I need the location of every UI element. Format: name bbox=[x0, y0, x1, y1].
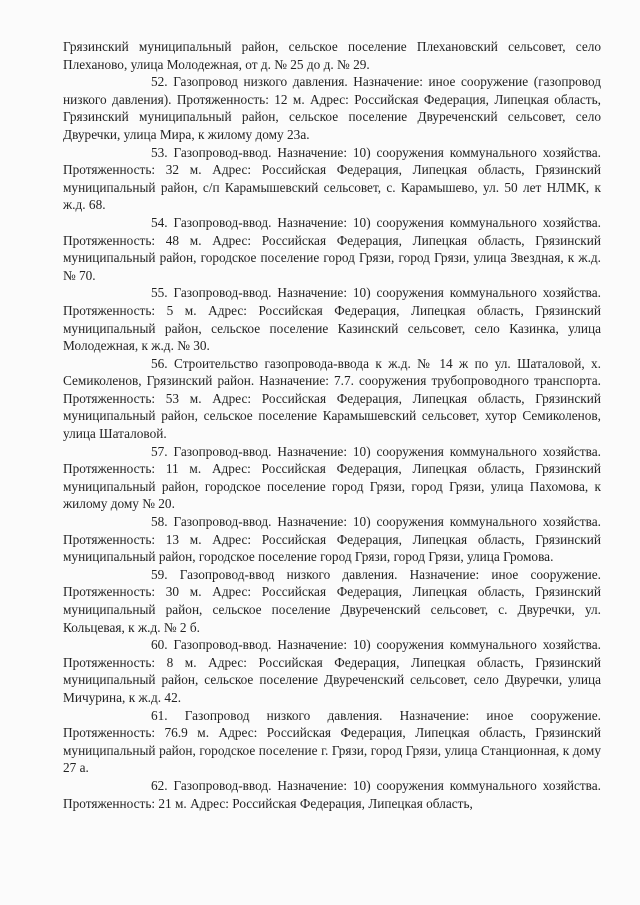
continuation-paragraph: Грязинский муниципальный район, сельское поселение Плехановский сельсовет, село Плеханово, улица Молодежная, от д. № 25 до д. № 29. bbox=[63, 39, 601, 72]
list-item bbox=[63, 777, 601, 812]
list-item bbox=[63, 443, 601, 513]
item-number: 62. bbox=[151, 777, 168, 793]
list-item bbox=[63, 355, 601, 443]
list-item bbox=[63, 636, 601, 706]
list-item bbox=[63, 214, 601, 284]
item-text: Газопровод низкого давления. Назначение: иное сооружение (газопровод низкого давления). Протяженность: 12 м. Адрес: Российская Федерация, Липецкая область, Грязинский муниципальный район, сельское поселение Двуреченский сельсовет, село Двуречки, улица Мира, к жилому дому 23а. bbox=[63, 74, 602, 142]
item-text: Газопровод-ввод. Назначение: 10) сооружения коммунального хозяйства. Протяженность: 32 м. Адрес: Российская Федерация, Липецкая область, Грязинский муниципальный район, с/п Карамышевский сельсовет, с. Карамышево, ул. 50 лет НЛМК, к ж.д. 68. bbox=[63, 144, 602, 213]
list-item bbox=[63, 144, 601, 214]
list-item bbox=[63, 284, 601, 354]
item-text: Газопровод-ввод. Назначение: 10) сооружения коммунального хозяйства. Протяженность: 11 м. Адрес: Российская Федерация, Липецкая область, Грязинский муниципальный район, городское поселение город Грязи, город Грязи, улица Пахомова, к жилому дому № 20. bbox=[63, 443, 602, 512]
document-body bbox=[63, 38, 601, 812]
list-item bbox=[63, 566, 601, 636]
item-text: Газопровод-ввод. Назначение: 10) сооружения коммунального хозяйства. Протяженность: 5 м. Адрес: Российская Федерация, Липецкая область, Грязинский муниципальный район, сельское поселение Казинский сельсовет, село Казинка, улица Молодежная, к ж.д. № 30. bbox=[63, 285, 602, 354]
item-number: 56. bbox=[151, 355, 168, 371]
item-number: 61. bbox=[151, 707, 168, 723]
items-list bbox=[63, 73, 601, 812]
item-number: 58. bbox=[151, 514, 168, 530]
item-number: 52. bbox=[151, 74, 168, 90]
item-number: 57. bbox=[151, 443, 168, 459]
item-number: 60. bbox=[151, 637, 168, 653]
item-number: 53. bbox=[151, 144, 168, 160]
item-text: Газопровод-ввод низкого давления. Назначение: иное сооружение. Протяженность: 30 м. Адрес: Российская Федерация, Липецкая область, Грязинский муниципальный район, сельское поселение Двуреченский сельсовет, с. Двуречки, ул. Кольцевая, к ж.д. № 2 б. bbox=[63, 566, 602, 635]
item-text: Газопровод-ввод. Назначение: 10) сооружения коммунального хозяйства. Протяженность: 13 м. Адрес: Российская Федерация, Липецкая область, Грязинский муниципальный район, городское поселение город Грязи, город Грязи, улица Громова. bbox=[63, 514, 602, 565]
item-number: 54. bbox=[151, 214, 168, 230]
item-number: 55. bbox=[151, 285, 168, 301]
list-item bbox=[63, 513, 601, 566]
item-number: 59. bbox=[151, 566, 168, 582]
list-item bbox=[63, 73, 601, 143]
item-text: Газопровод низкого давления. Назначение: иное сооружение. Протяженность: 76.9 м. Адрес: Российская Федерация, Липецкая область, Грязинский муниципальный район, городское поселение г. Грязи, город Грязи, улица Станционная, к дому 27 а. bbox=[63, 707, 602, 776]
item-text: Газопровод-ввод. Назначение: 10) сооружения коммунального хозяйства. Протяженность: 21 м. Адрес: Российская Федерация, Липецкая область, bbox=[63, 777, 602, 811]
item-text: Газопровод-ввод. Назначение: 10) сооружения коммунального хозяйства. Протяженность: 48 м. Адрес: Российская Федерация, Липецкая область, Грязинский муниципальный район, городское поселение город Грязи, город Грязи, улица Звездная, к ж.д. № 70. bbox=[63, 214, 602, 283]
item-text: Газопровод-ввод. Назначение: 10) сооружения коммунального хозяйства. Протяженность: 8 м. Адрес: Российская Федерация, Липецкая область, Грязинский муниципальный район, сельское поселение Двуреченский сельсовет, село Двуречки, улица Мичурина, к ж.д. 42. bbox=[63, 637, 602, 705]
item-text: Строительство газопровода-ввода к ж.д. № 14 ж по ул. Шаталовой, х. Семиколенов, Грязинский район. Назначение: 7.7. сооружения трубопроводного транспорта. Протяженность: 53 м. Адрес: Российская Федерация, Липецкая область, Грязинский муниципальный район, сельское поселение Карамышевский сельсовет, хутор Семиколенов, улица Шаталовой. bbox=[63, 355, 601, 442]
list-item bbox=[63, 707, 601, 777]
